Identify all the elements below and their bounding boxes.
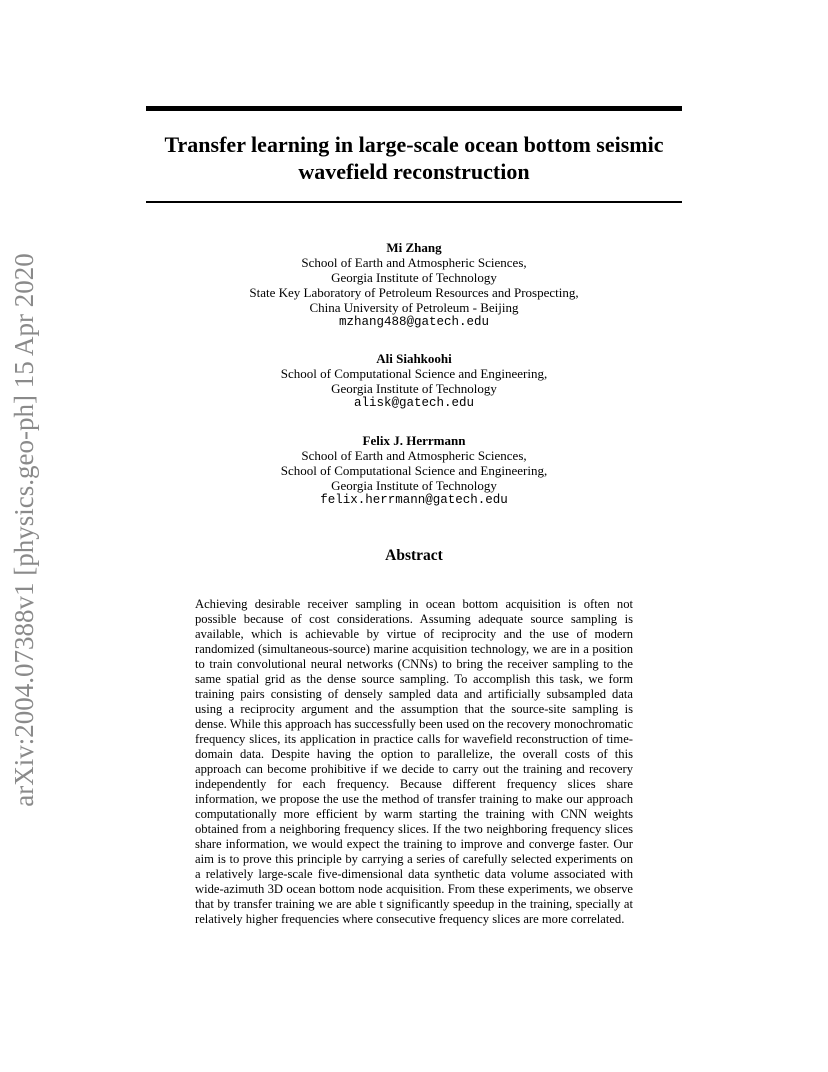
title-rule-bottom xyxy=(146,201,682,203)
author-affiliation: Georgia Institute of Technology xyxy=(331,478,497,493)
author-name: Mi Zhang xyxy=(386,240,442,255)
author-block-felix-herrmann xyxy=(146,433,682,508)
author-block-ali-siahkoohi xyxy=(146,351,682,411)
author-name: Felix J. Herrmann xyxy=(362,433,466,448)
abstract-heading: Abstract xyxy=(385,547,443,564)
author-affiliation: School of Computational Science and Engineering, xyxy=(280,366,548,381)
author-affiliation: China University of Petroleum - Beijing xyxy=(309,300,519,315)
title-line-1: Transfer learning in large-scale ocean bottom seismic xyxy=(164,132,664,157)
abstract-text: Achieving desirable receiver sampling in ocean bottom acquisition is often not possible because of cost considerations. Assuming adequate source sampling is available, which is achievable by virtue of reciprocity and the use of modern randomized (simultaneous-source) marine acquisition technology, we are in a position to train convolutional neural networks (CNNs) to bring the receiver sampling to the same spatial grid as the dense source sampling. To accomplish this task, we form training pairs consisting of densely sampled data and artificially subsampled data using a reciprocity argument and the assumption that the source-site sampling is dense. While this approach has successfully been used on the recovery monochromatic frequency slices, its application in practice calls for wavefield reconstruction of time-domain data. Despite having the option to parallelize, the overall costs of this approach can become prohibitive if we decide to carry out the training and recovery independently for each frequency. Because different frequency slices share information, we propose the use the method of transfer training to make our approach computationally more efficient by warm starting the training with CNN weights obtained from a neighboring frequency slices. If the two neighboring frequency slices share information, we would expect the training to improve and converge faster. Our aim is to prove this principle by carrying a series of carefully selected experiments on a relatively large-scale five-dimensional data synthetic data volume associated with wide-azimuth 3D ocean bottom node acquisition. From these experiments, we observe that by transfer training we are able t significantly speedup in the training, specially at relatively higher frequencies where consecutive frequency slices are more correlated. xyxy=(195,597,633,926)
title-rule-top xyxy=(146,106,682,111)
paper-title xyxy=(146,131,682,185)
author-name: Ali Siahkoohi xyxy=(376,351,452,366)
author-email[interactable]: alisk@gatech.edu xyxy=(353,396,475,410)
author-affiliation: School of Earth and Atmospheric Sciences, xyxy=(301,255,527,270)
arxiv-identifier: arXiv:2004.07388v1 [physics.geo-ph] 15 Apr 2020 xyxy=(9,253,39,807)
author-email[interactable]: mzhang488@gatech.edu xyxy=(338,315,490,329)
title-line-2: wavefield reconstruction xyxy=(298,159,530,184)
author-affiliation: State Key Laboratory of Petroleum Resources and Prospecting, xyxy=(249,285,579,300)
author-email[interactable]: felix.herrmann@gatech.edu xyxy=(320,493,508,507)
author-affiliation: School of Computational Science and Engineering, xyxy=(280,463,548,478)
author-affiliation: Georgia Institute of Technology xyxy=(331,381,497,396)
author-block-mi-zhang xyxy=(146,240,682,330)
author-affiliation: School of Earth and Atmospheric Sciences, xyxy=(301,448,527,463)
author-affiliation: Georgia Institute of Technology xyxy=(331,270,497,285)
